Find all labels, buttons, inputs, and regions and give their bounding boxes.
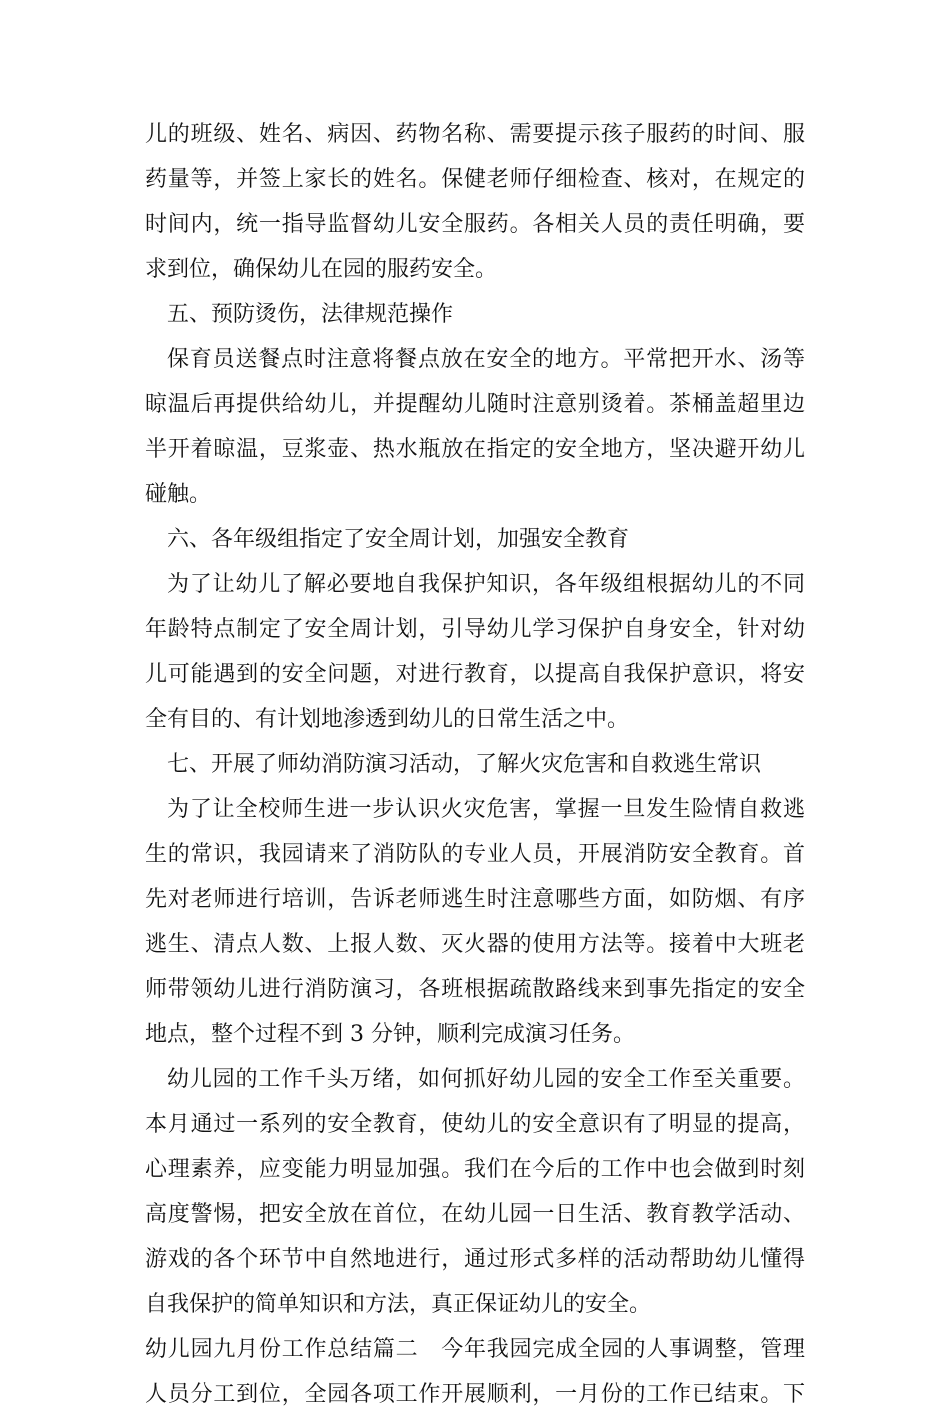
text-line: 保育员送餐点时注意将餐点放在安全的地方。平常把开水、汤等: [167, 347, 805, 372]
text-line: 年龄特点制定了安全周计划，引导幼儿学习保护自身安全，针对幼: [145, 617, 805, 642]
document-page: [145, 112, 805, 1417]
text-line: 心理素养，应变能力明显加强。我们在今后的工作中也会做到时刻: [145, 1157, 805, 1182]
text-line: 半开着晾温，豆浆壶、热水瓶放在指定的安全地方，坚决避开幼儿: [145, 437, 805, 462]
text-line: 时间内，统一指导监督幼儿安全服药。各相关人员的责任明确，要: [145, 212, 805, 237]
text-line: 碰触。: [145, 482, 212, 507]
text-line: 人员分工到位，全园各项工作开展顺利，一月份的工作已结束。下: [145, 1382, 805, 1407]
text-line: 幼儿园的工作千头万绪，如何抓好幼儿园的安全工作至关重要。: [167, 1067, 805, 1092]
text-line: 求到位，确保幼儿在园的服药安全。: [145, 257, 498, 282]
section-heading: 七、开展了师幼消防演习活动，了解火灾危害和自救逃生常识: [167, 752, 762, 777]
text-line: 幼儿园九月份工作总结篇二 今年我园完成全园的人事调整，管理: [145, 1337, 805, 1362]
text-line: 儿可能遇到的安全问题，对进行教育，以提高自我保护意识，将安: [145, 662, 805, 687]
text-line: 师带领幼儿进行消防演习，各班根据疏散路线来到事先指定的安全: [145, 977, 805, 1002]
text-line: 先对老师进行培训，告诉老师逃生时注意哪些方面，如防烟、有序: [145, 887, 805, 912]
text-line: 全有目的、有计划地渗透到幼儿的日常生活之中。: [145, 707, 630, 732]
text-line: 为了让幼儿了解必要地自我保护知识，各年级组根据幼儿的不同: [167, 572, 805, 597]
text-line: 自我保护的简单知识和方法，真正保证幼儿的安全。: [145, 1292, 652, 1317]
text-line: 本月通过一系列的安全教育，使幼儿的安全意识有了明显的提高，: [145, 1112, 805, 1137]
text-line: 为了让全校师生进一步认识火灾危害，掌握一旦发生险情自救逃: [167, 797, 805, 822]
text-line: 逃生、清点人数、上报人数、灭火器的使用方法等。接着中大班老: [145, 932, 805, 957]
text-line: 地点，整个过程不到 3 分钟，顺利完成演习任务。: [145, 1022, 635, 1047]
section-heading: 五、预防烫伤，法律规范操作: [167, 302, 454, 327]
text-line: 药量等，并签上家长的姓名。保健老师仔细检查、核对，在规定的: [145, 167, 805, 192]
text-line: 高度警惕，把安全放在首位，在幼儿园一日生活、教育教学活动、: [145, 1202, 805, 1227]
text-line: 生的常识，我园请来了消防队的专业人员，开展消防安全教育。首: [145, 842, 805, 867]
section-heading: 六、各年级组指定了安全周计划，加强安全教育: [167, 527, 630, 552]
text-line: 游戏的各个环节中自然地进行，通过形式多样的活动帮助幼儿懂得: [145, 1247, 805, 1272]
text-line: 晾温后再提供给幼儿，并提醒幼儿随时注意别烫着。茶桶盖超里边: [145, 392, 805, 417]
text-line: 儿的班级、姓名、病因、药物名称、需要提示孩子服药的时间、服: [145, 122, 805, 147]
